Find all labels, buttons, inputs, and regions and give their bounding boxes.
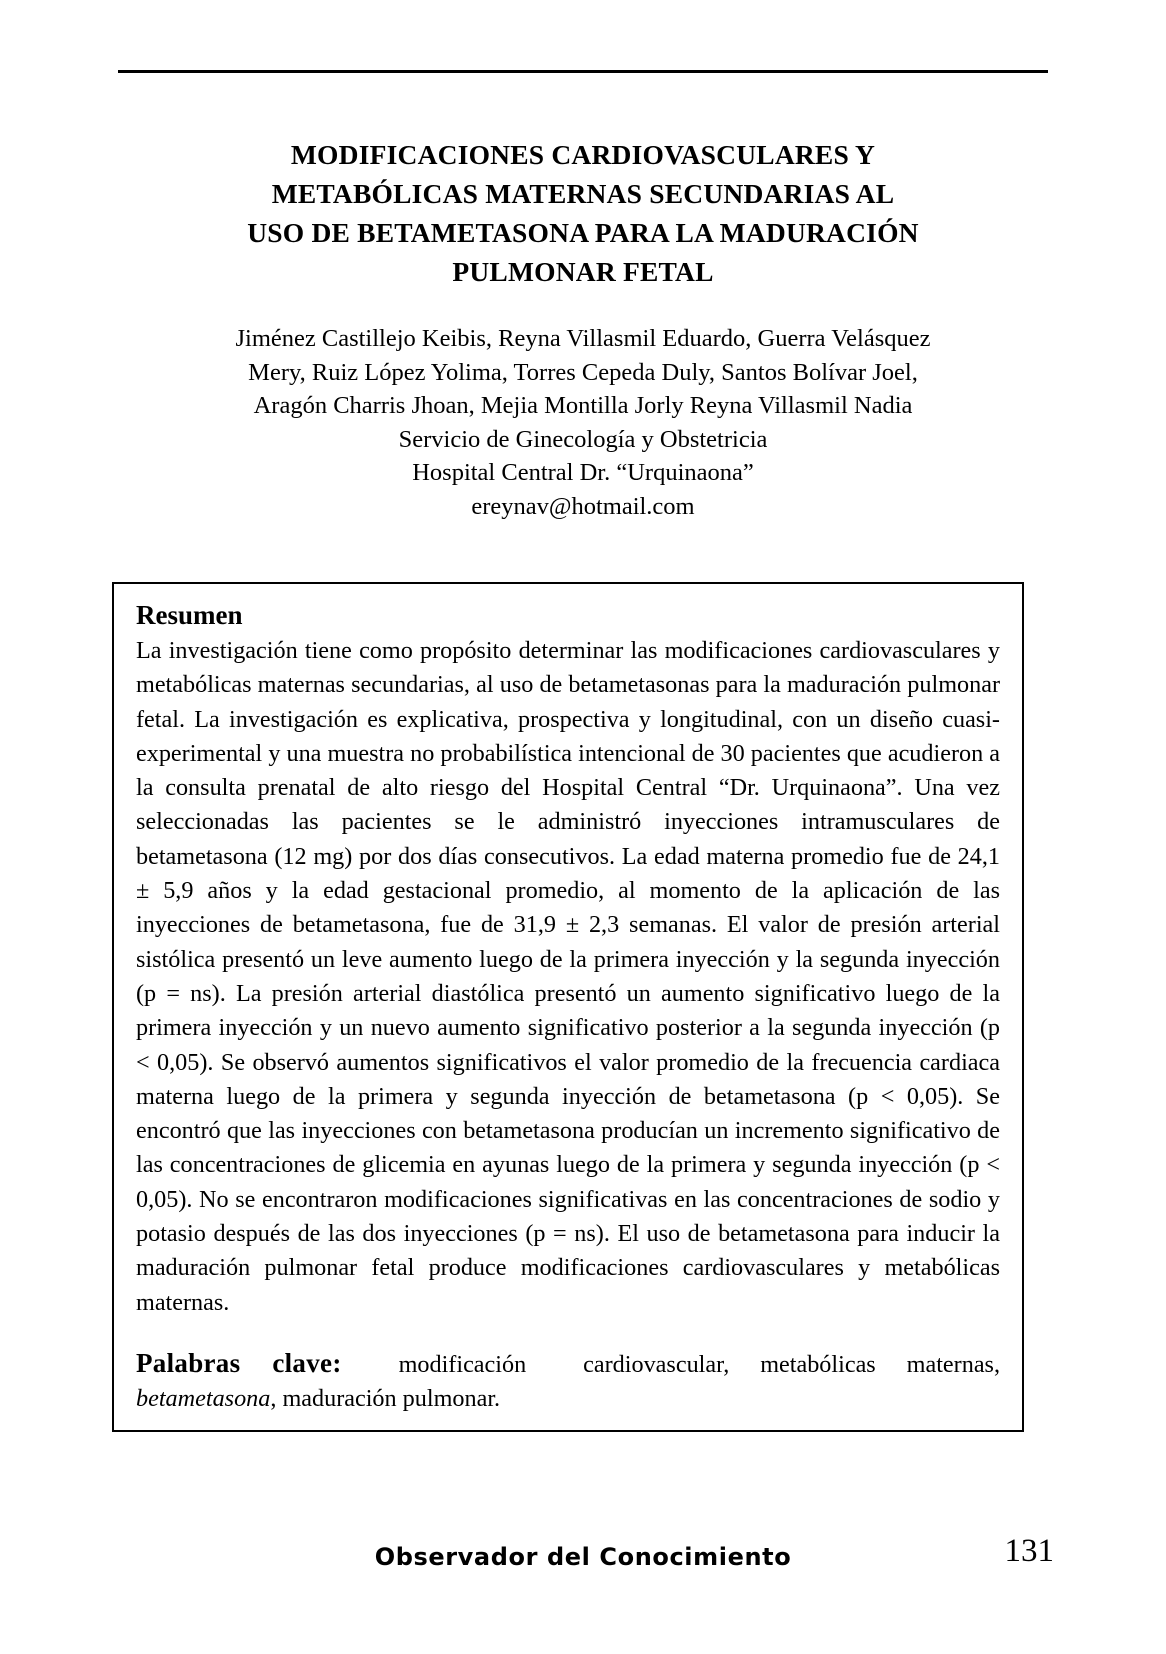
title-line-1: MODIFICACIONES CARDIOVASCULARES Y [290,139,876,170]
affiliation-institution: Hospital Central Dr. “Urquinaona” [412,459,754,486]
keywords-tail: , maduración pulmonar. [270,1385,501,1413]
abstract-heading: Resumen [136,600,243,630]
header-divider [118,70,1048,73]
author-block [130,322,1036,523]
title-line-2: METABÓLICAS MATERNAS SECUNDARIAS AL [271,178,895,209]
keyword-first: modificación [398,1350,527,1378]
title-line-3: USO DE BETAMETASONA PARA LA MADURACIÓN [247,217,919,248]
abstract-box [112,582,1024,1432]
keywords-line [136,1346,1000,1417]
keywords-middle: cardiovascular, metabólicas maternas, [583,1350,1001,1378]
contact-email: ereynav@hotmail.com [471,492,695,520]
keywords-label: Palabras clave: [136,1347,342,1378]
title-line-4: PULMONAR FETAL [452,256,714,287]
footer-journal-name: Observador del Conocimiento [374,1543,792,1571]
page-title [140,135,1026,291]
author-line-2: Mery, Ruiz López Yolima, Torres Cepeda Duly, Santos Bolívar Joel, [248,358,918,386]
keyword-italic-term: betametasona [136,1385,271,1413]
author-line-3: Aragón Charris Jhoan, Mejia Montilla Jorly Reyna Villasmil Nadia [253,392,913,419]
affiliation-department: Servicio de Ginecología y Obstetricia [398,425,768,453]
footer-page-number: 131 [1004,1533,1054,1569]
author-line-1: Jiménez Castillejo Keibis, Reyna Villasmil Eduardo, Guerra Velásquez [235,325,931,352]
abstract-text: La investigación tiene como propósito determinar las modificaciones cardiovasculares y metabólicas maternas secundarias, al uso de betametasonas para la maduración pulmonar fetal. La investigación es explicativa, prospectiva y longitudinal, con un diseño cuasi-experimental y una muestra no probabilística intencional de 30 pacientes que acudieron a la consulta prenatal de alto riesgo del Hospital Central “Dr. Urquinaona”. Una vez seleccionadas las pacientes se le administró inyecciones intramusculares de betametasona (12 mg) por dos días consecutivos. La edad materna promedio fue de 24,1 ± 5,9 años y la edad gestacional promedio, al momento de la aplicación de las inyecciones de betametasona, fue de 31,9 ± 2,3 semanas. El valor de presión arterial sistólica presentó un leve aumento luego de la primera inyección y la segunda inyección (p = ns). La presión arterial diastólica presentó un aumento significativo luego de la primera inyección y un nuevo aumento significativo posterior a la segunda inyección (p < 0,05). Se observó aumentos significativos el valor promedio de la frecuencia cardiaca materna luego de la primera y segunda inyección de betametasona (p < 0,05). Se encontró que las inyecciones con betametasona producían un incremento significativo de las concentraciones de glicemia en ayunas luego de la primera y segunda inyección (p < 0,05). No se encontraron modificaciones significativas en las concentraciones de sodio y potasio después de las dos inyecciones (p = ns). El uso de betametasona para inducir la maduración pulmonar fetal produce modificaciones cardiovasculares y metabólicas maternas. [136,637,1000,1316]
